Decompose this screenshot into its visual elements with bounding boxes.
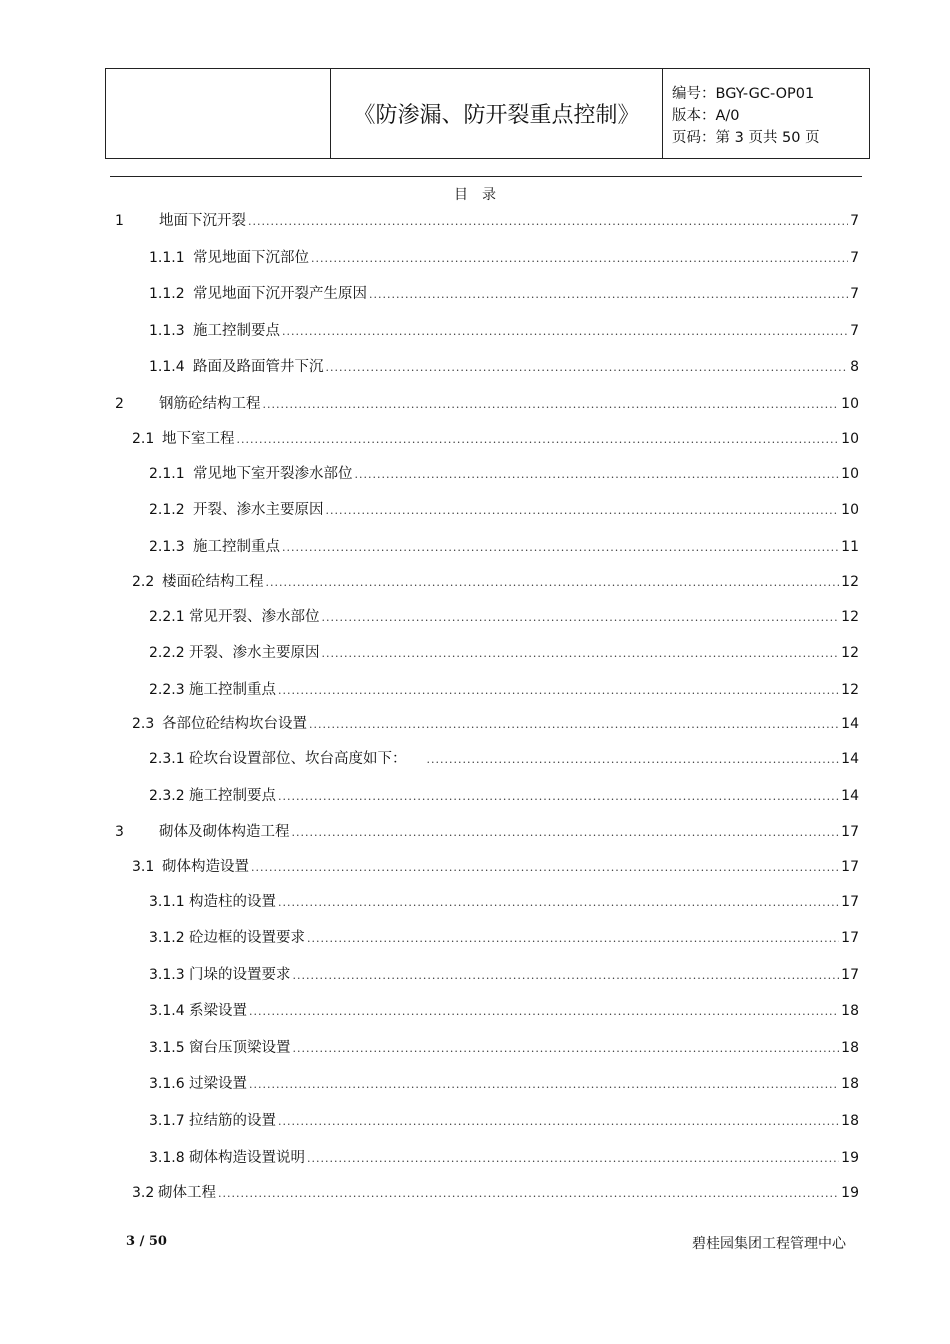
- toc-entry[interactable]: [149, 965, 859, 985]
- toc-entry-page: 12: [841, 574, 859, 590]
- toc-entry-number: 2.3: [132, 716, 155, 732]
- toc-entry-page: 10: [841, 502, 859, 518]
- document-code: 编号：BGY-GC-OP01: [672, 86, 815, 102]
- toc-entry-page: 11: [841, 539, 859, 555]
- toc-entry-number: 2: [115, 396, 124, 412]
- toc-entry-number: 2.3.2: [149, 788, 185, 804]
- toc-entry[interactable]: [149, 1038, 859, 1058]
- toc-entry[interactable]: [132, 572, 859, 592]
- toc-entry-page: 18: [841, 1040, 859, 1056]
- toc-entry-page: 17: [841, 824, 859, 840]
- toc-entry-number: 3.1.6: [149, 1076, 185, 1092]
- toc-entry-label: 开裂、渗水主要原因: [193, 502, 324, 518]
- toc-entry-page: 19: [841, 1185, 859, 1201]
- toc-entry[interactable]: [149, 1001, 859, 1021]
- toc-entry[interactable]: [149, 1111, 859, 1131]
- toc-entry-page: 14: [841, 788, 859, 804]
- toc-entry-page: 10: [841, 466, 859, 482]
- toc-entry-number: 3.1.2: [149, 930, 185, 946]
- toc-entry-page: 14: [841, 751, 859, 767]
- toc-entry-label: 常见地面下沉部位: [193, 250, 309, 266]
- toc-entry-page: 17: [841, 930, 859, 946]
- toc-entry[interactable]: [149, 357, 859, 377]
- toc-entry-page: 7: [850, 250, 859, 266]
- toc-leader-dots: [249, 1075, 839, 1095]
- toc-entry-number: 3.1.8: [149, 1150, 185, 1166]
- toc-entry-page: 18: [841, 1113, 859, 1129]
- toc-entry-label: 施工控制重点: [189, 682, 276, 698]
- toc-entry-label: 窗台压顶梁设置: [189, 1040, 291, 1056]
- toc-entry-label: 砼边框的设置要求: [189, 930, 305, 946]
- toc-leader-dots: [322, 644, 840, 664]
- toc-entry-number: 2.3.1: [149, 751, 185, 767]
- toc-leader-dots: [307, 929, 839, 949]
- toc-leader-dots: [293, 1039, 840, 1059]
- toc-entry-label: 施工控制要点: [189, 788, 276, 804]
- toc-leader-dots: [292, 823, 840, 843]
- toc-leader-dots: [307, 1149, 839, 1169]
- toc-entry[interactable]: [149, 749, 859, 769]
- toc-entry-label: 门垛的设置要求: [189, 967, 291, 983]
- logo-cell: [106, 69, 331, 158]
- toc-entry[interactable]: [132, 429, 859, 449]
- toc-entry-page: 7: [850, 323, 859, 339]
- toc-entry-label: 施工控制要点: [193, 323, 280, 339]
- toc-entry-page: 12: [841, 682, 859, 698]
- toc-entry[interactable]: [149, 607, 859, 627]
- toc-entry[interactable]: [149, 321, 859, 341]
- toc-leader-dots: [311, 249, 848, 269]
- toc-entry-label: 楼面砼结构工程: [162, 574, 264, 590]
- toc-entry-label: 砌体工程: [158, 1185, 216, 1201]
- toc-entry-number: 2.2.3: [149, 682, 185, 698]
- toc-entry-label: 过梁设置: [189, 1076, 247, 1092]
- toc-entry-number: 2.2.1: [149, 609, 185, 625]
- toc-entry-number: 3.1.7: [149, 1113, 185, 1129]
- toc-leader-dots: [369, 285, 848, 305]
- toc-entry[interactable]: [149, 1148, 859, 1168]
- toc-leader-dots: [309, 715, 839, 735]
- toc-entry-number: 1: [115, 213, 124, 229]
- toc-leader-dots: [278, 787, 839, 807]
- toc-entry[interactable]: [149, 892, 859, 912]
- toc-entry-label: 路面及路面管井下沉: [193, 359, 324, 375]
- toc-entry[interactable]: [149, 680, 859, 700]
- toc-entry-page: 10: [841, 396, 859, 412]
- toc-leader-dots: [355, 465, 840, 485]
- toc-entry-label: 砼坎台设置部位、坎台高度如下：: [189, 751, 407, 767]
- toc-leader-dots: [427, 750, 840, 770]
- toc-entry-number: 2.2.2: [149, 645, 185, 661]
- toc-entry-page: 18: [841, 1076, 859, 1092]
- toc-entry-label: 砌体构造设置: [162, 859, 249, 875]
- toc-entry[interactable]: [149, 464, 859, 484]
- toc-leader-dots: [249, 1002, 839, 1022]
- toc-leader-dots: [218, 1184, 839, 1204]
- toc-entry[interactable]: [149, 1074, 859, 1094]
- footer-organization: 碧桂园集团工程管理中心: [692, 1236, 846, 1252]
- toc-entry-number: 2.1.2: [149, 502, 185, 518]
- toc-entry[interactable]: [149, 928, 859, 948]
- toc-entry-page: 14: [841, 716, 859, 732]
- toc-entry-page: 7: [850, 286, 859, 302]
- toc-entry-page: 10: [841, 431, 859, 447]
- toc-leader-dots: [326, 358, 849, 378]
- toc-entry-number: 2.1.3: [149, 539, 185, 555]
- toc-entry[interactable]: [115, 822, 859, 842]
- toc-entry[interactable]: [149, 248, 859, 268]
- footer-page-indicator: 3 / 50: [126, 1234, 167, 1249]
- toc-leader-dots: [278, 1112, 839, 1132]
- toc-entry-label: 拉结筋的设置: [189, 1113, 276, 1129]
- toc-entry-number: 2.1: [132, 431, 155, 447]
- toc-leader-dots: [282, 322, 848, 342]
- toc-entry[interactable]: [149, 500, 859, 520]
- toc-entry-page: 17: [841, 967, 859, 983]
- toc-entry[interactable]: [149, 643, 859, 663]
- toc-entry-page: 17: [841, 859, 859, 875]
- toc-leader-dots: [278, 681, 839, 701]
- toc-entry-label: 地下室工程: [162, 431, 235, 447]
- toc-entry-label: 开裂、渗水主要原因: [189, 645, 320, 661]
- toc-entry-page: 8: [850, 359, 859, 375]
- toc-entry[interactable]: [115, 394, 859, 414]
- toc-leader-dots: [282, 538, 839, 558]
- toc-entry-label: 构造柱的设置: [189, 894, 276, 910]
- toc-entry[interactable]: [149, 786, 859, 806]
- toc-entry-label: 常见地下室开裂渗水部位: [193, 466, 353, 482]
- toc-leader-dots: [278, 893, 839, 913]
- toc-entry[interactable]: [115, 211, 859, 231]
- toc-entry-number: 1.1.1: [149, 250, 185, 266]
- toc-entry-number: 3.1.4: [149, 1003, 185, 1019]
- toc-entry-page: 18: [841, 1003, 859, 1019]
- toc-entry-label: 常见开裂、渗水部位: [189, 609, 320, 625]
- document-page-info: 页码：第 3 页共 50 页: [672, 130, 820, 146]
- document-header-table: [105, 68, 870, 159]
- toc-leader-dots: [326, 501, 840, 521]
- toc-entry-number: 3: [115, 824, 124, 840]
- toc-entry-label: 施工控制重点: [193, 539, 280, 555]
- toc-entry-label: 系梁设置: [189, 1003, 247, 1019]
- toc-entry-label: 砌体构造设置说明: [189, 1150, 305, 1166]
- toc-entry-label: 地面下沉开裂: [159, 213, 246, 229]
- toc-leader-dots: [237, 430, 840, 450]
- toc-entry-label: 钢筋砼结构工程: [159, 396, 261, 412]
- toc-entry-label: 常见地面下沉开裂产生原因: [193, 286, 367, 302]
- toc-entry-number: 2.1.1: [149, 466, 185, 482]
- toc-entry-page: 19: [841, 1150, 859, 1166]
- toc-entry-number: 1.1.4: [149, 359, 185, 375]
- toc-entry-number: 1.1.3: [149, 323, 185, 339]
- toc-entry-number: 3.2: [132, 1185, 155, 1201]
- toc-entry[interactable]: [132, 857, 859, 877]
- toc-entry[interactable]: [132, 714, 859, 734]
- toc-title: 目 录: [454, 187, 496, 203]
- toc-entry[interactable]: [149, 537, 859, 557]
- toc-entry-page: 17: [841, 894, 859, 910]
- toc-entry-number: 3.1: [132, 859, 155, 875]
- toc-leader-dots: [293, 966, 840, 986]
- toc-entry-page: 12: [841, 609, 859, 625]
- toc-entry-label: 砌体及砌体构造工程: [159, 824, 290, 840]
- toc-entry-page: 7: [850, 213, 859, 229]
- toc-leader-dots: [251, 858, 839, 878]
- toc-entry-page: 12: [841, 645, 859, 661]
- toc-entry-number: 1.1.2: [149, 286, 185, 302]
- toc-leader-dots: [248, 212, 848, 232]
- toc-entry-label: 各部位砼结构坎台设置: [162, 716, 307, 732]
- toc-entry-number: 2.2: [132, 574, 155, 590]
- toc-leader-dots: [266, 573, 840, 593]
- toc-entry[interactable]: [132, 1183, 859, 1203]
- document-version: 版本：A/0: [672, 108, 740, 124]
- toc-entry-number: 3.1.3: [149, 967, 185, 983]
- toc-entry-number: 3.1.5: [149, 1040, 185, 1056]
- document-title: 《防渗漏、防开裂重点控制》: [331, 69, 663, 158]
- toc-entry[interactable]: [149, 284, 859, 304]
- toc-leader-dots: [322, 608, 840, 628]
- document-meta: [663, 69, 869, 158]
- header-divider: [110, 176, 862, 177]
- toc-entry-number: 3.1.1: [149, 894, 185, 910]
- toc-leader-dots: [263, 395, 840, 415]
